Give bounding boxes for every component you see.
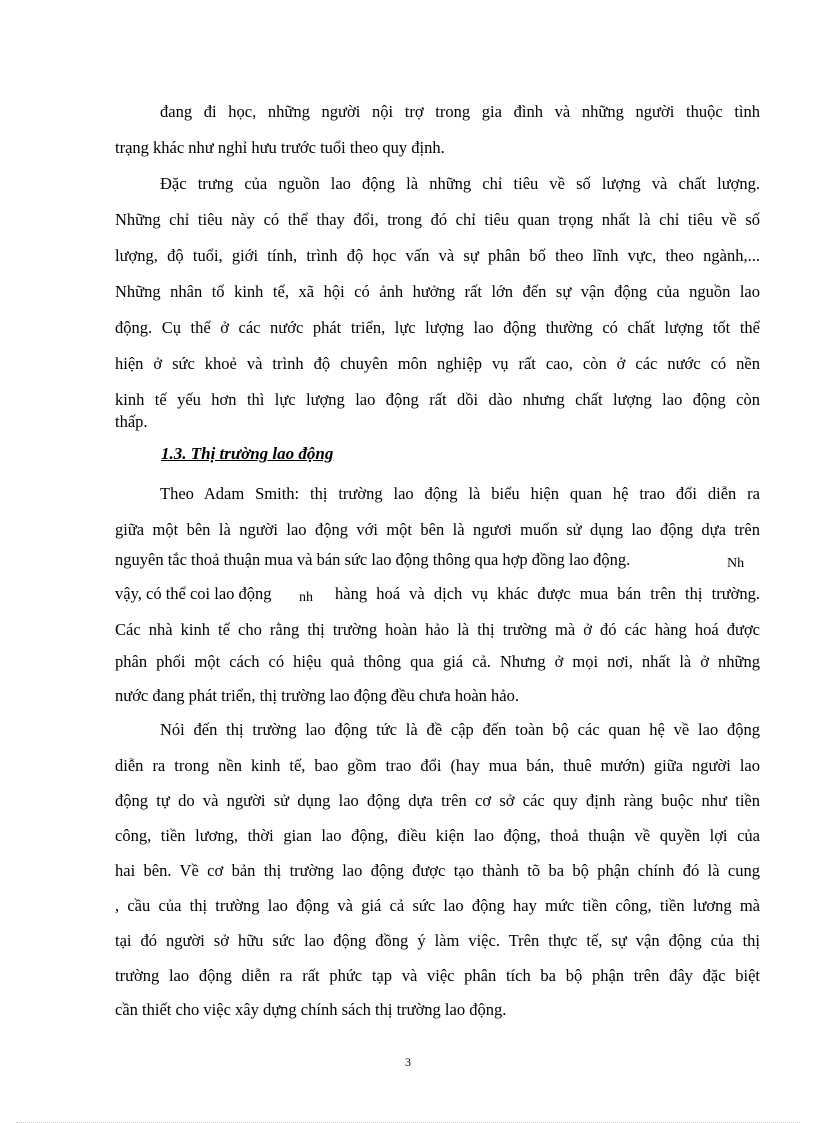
paragraph-line: hàng hoá và dịch vụ khác được mua bán trên thị trường. (335, 584, 760, 603)
paragraph-line: hai bên. Về cơ bản thị trường lao động được tạo thành tõ ba bộ phận chính đó là cung (115, 861, 760, 880)
paragraph-line: nguyên tắc thoả thuận mua và bán sức lao động thông qua hợp đồng lao động. (115, 550, 631, 569)
paragraph-line: tại đó người sở hữu sức lao động đồng ý làm việc. Trên thực tế, sự vận động của thị (115, 931, 760, 950)
paragraph-line: , cầu của thị trường lao động và giá cả sức lao động hay mức tiền công, tiền lương mà (115, 896, 760, 915)
page-number: 3 (405, 1055, 411, 1069)
paragraph-line: Theo Adam Smith: thị trường lao động là biểu hiện quan hệ trao đổi diễn ra (160, 484, 760, 503)
paragraph-line: công, tiền lương, thời gian lao động, điều kiện lao động, thoả thuận về quyền lợi của (115, 826, 760, 845)
paragraph-line: diễn ra trong nền kinh tế, bao gồm trao đổi (hay mua bán, thuê mướn) giữa người lao (115, 756, 760, 775)
paragraph-line: trường lao động diễn ra rất phức tạp và việc phân tích ba bộ phận trên đây đặc biệt (115, 966, 760, 985)
text-fragment: nh (299, 590, 313, 605)
paragraph-line: động. Cụ thể ở các nước phát triển, lực lượng lao động thường có chất lượng tốt thể (115, 318, 760, 337)
paragraph-line: Nói đến thị trường lao động tức là đề cập đến toàn bộ các quan hệ về lao động (160, 720, 760, 739)
paragraph-line: đang đi học, những người nội trợ trong gia đình và những người thuộc tình (160, 102, 760, 121)
paragraph-line: Những nhân tố kinh tế, xã hội có ảnh hưởng rất lớn đến sự vận động của nguồn lao (115, 282, 760, 301)
paragraph-line: trạng khác như nghỉ hưu trước tuổi theo quy định. (115, 138, 445, 157)
paragraph-line: phân phối một cách có hiệu quả thông qua giá cả. Nhưng ở mọi nơi, nhất là ở những (115, 652, 760, 671)
paragraph-line: Các nhà kinh tế cho rằng thị trường hoàn hảo là thị trường mà ở đó các hàng hoá được (115, 620, 760, 639)
paragraph-line: vậy, có thể coi lao động (115, 584, 272, 603)
paragraph-line: giữa một bên là người lao động với một bên là ngươi muốn sử dụng lao động dựa trên (115, 520, 760, 539)
text-fragment: Nh (727, 556, 745, 571)
paragraph-line: nước đang phát triển, thị trường lao động đều chưa hoàn hảo. (115, 686, 519, 705)
paragraph-line: Đặc trưng của nguồn lao động là những chỉ tiêu về số lượng và chất lượng. (160, 174, 760, 193)
paragraph-line: Những chỉ tiêu này có thể thay đổi, trong đó chỉ tiêu quan trọng nhất là chỉ tiêu về số (115, 210, 760, 229)
paragraph-line: thấp. (115, 412, 148, 431)
paragraph-line: động tự do và người sử dụng lao động dựa trên cơ sở các quy định ràng buộc như tiền (115, 791, 760, 810)
paragraph-line: cần thiết cho việc xây dựng chính sách thị trường lao động. (115, 1000, 507, 1019)
paragraph-line: lượng, độ tuổi, giới tính, trình độ học vấn và sự phân bố theo lĩnh vực, theo ngành,... (115, 246, 760, 265)
section-heading: 1.3. Thị trường lao động (161, 444, 334, 463)
paragraph-line: hiện ở sức khoẻ và trình độ chuyên môn nghiệp vụ rất cao, còn ở các nước có nền (115, 354, 760, 373)
paragraph-line: kinh tế yếu hơn thì lực lượng lao động rất dồi dào nhưng chất lượng lao động còn (115, 390, 760, 409)
